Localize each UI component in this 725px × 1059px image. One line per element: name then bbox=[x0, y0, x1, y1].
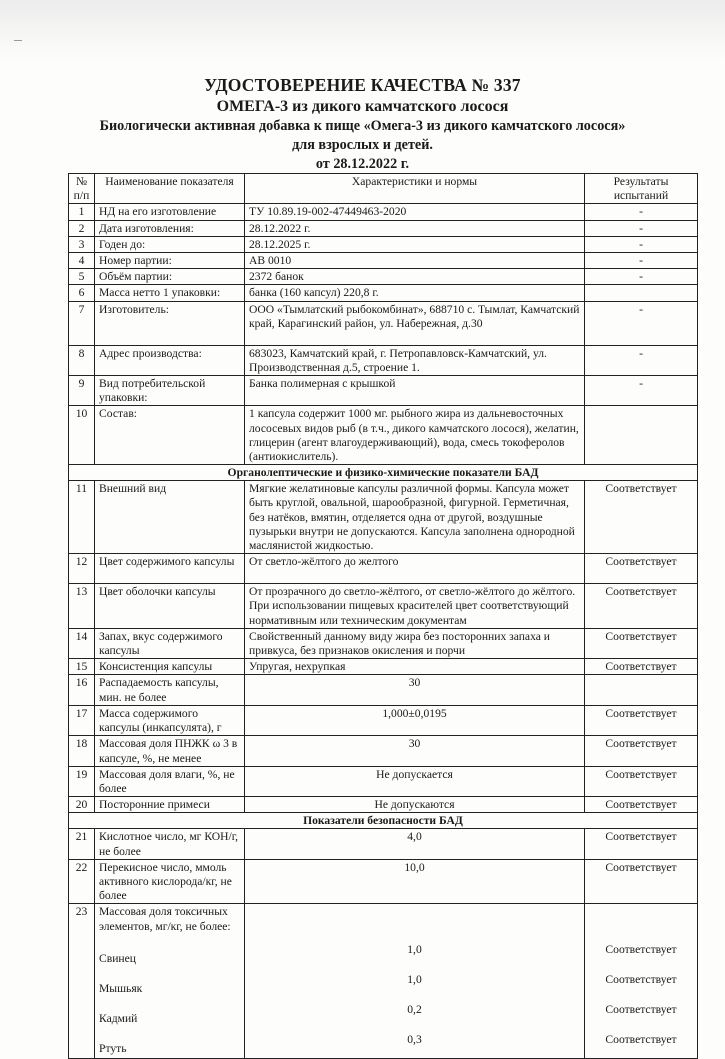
indicator-norm: Не допускается bbox=[245, 766, 585, 796]
toxic-element-norm: 0,2 bbox=[407, 1003, 422, 1017]
toxic-element-norm: 1,0 bbox=[407, 943, 422, 957]
document-header bbox=[0, 74, 725, 174]
row-number: 17 bbox=[69, 705, 95, 735]
indicator-result bbox=[585, 285, 698, 301]
row-number: 8 bbox=[69, 345, 95, 375]
table-row bbox=[69, 554, 698, 584]
indicator-result: Соответствует bbox=[585, 705, 698, 735]
subtitle-line-2: для взрослых и детей. bbox=[292, 137, 433, 153]
indicator-result: Соответствует bbox=[585, 859, 698, 904]
table-header-row bbox=[69, 174, 698, 204]
table-row bbox=[69, 766, 698, 796]
indicator-result: - bbox=[585, 301, 698, 345]
row-number: 21 bbox=[69, 829, 95, 859]
table-row bbox=[69, 269, 698, 285]
table-row-toxic bbox=[69, 904, 698, 1058]
table-row bbox=[69, 345, 698, 375]
toxic-element-norm: 1,0 bbox=[407, 973, 422, 987]
indicator-name: Адрес производства: bbox=[95, 345, 245, 375]
toxic-names bbox=[95, 904, 245, 1058]
indicator-result bbox=[585, 675, 698, 705]
indicator-norm: Мягкие желатиновые капсулы различной формы. Капсула может быть круглой, овальной, шарообразной, фигурной. Герметичная, без натёков, вмятин, отделяется одна от другой, воздушные пузырьки внутри не допускаются. Капсула заполнена однородной маслянистой жидкостью. bbox=[245, 481, 585, 554]
section-title: Органолептические и физико-химические показатели БАД bbox=[69, 465, 698, 481]
row-number: 1 bbox=[69, 204, 95, 220]
section-title: Показатели безопасности БАД bbox=[69, 813, 698, 829]
row-number: 6 bbox=[69, 285, 95, 301]
indicator-result: Соответствует bbox=[585, 797, 698, 813]
table-row bbox=[69, 859, 698, 904]
indicator-result: - bbox=[585, 376, 698, 406]
indicator-name: Массовая доля ПНЖК ω 3 в капсуле, %, не менее bbox=[95, 736, 245, 766]
indicator-result: - bbox=[585, 204, 698, 220]
indicator-name: Посторонние примеси bbox=[95, 797, 245, 813]
toxic-element-name: Кадмий bbox=[99, 1011, 138, 1025]
indicator-name: Кислотное число, мг КОН/г, не более bbox=[95, 829, 245, 859]
table-row bbox=[69, 584, 698, 629]
toxic-element-name: Ртуть bbox=[99, 1041, 127, 1055]
indicator-name: Перекисное число, ммоль активного кислорода/кг, не более bbox=[95, 859, 245, 904]
indicator-norm: От светло-жёлтого до желтого bbox=[245, 554, 585, 584]
indicator-norm: Банка полимерная с крышкой bbox=[245, 376, 585, 406]
indicator-norm: АВ 0010 bbox=[245, 253, 585, 269]
section-row bbox=[69, 813, 698, 829]
row-number: 10 bbox=[69, 406, 95, 465]
row-number: 20 bbox=[69, 797, 95, 813]
row-number: 19 bbox=[69, 766, 95, 796]
toxic-element-norm: 0,3 bbox=[407, 1033, 422, 1047]
indicator-name: Цвет содержимого капсулы bbox=[95, 554, 245, 584]
indicator-norm: 683023, Камчатский край, г. Петропавловск-Камчатский, ул. Производственная д.5, строение 1. bbox=[245, 345, 585, 375]
indicator-name: Внешний вид bbox=[95, 481, 245, 554]
indicator-norm: 1,000±0,0195 bbox=[245, 705, 585, 735]
scan-shade bbox=[0, 0, 725, 60]
document-title: УДОСТОВЕРЕНИЕ КАЧЕСТВА № 337 bbox=[204, 75, 521, 95]
row-number: 14 bbox=[69, 628, 95, 658]
row-number: 5 bbox=[69, 269, 95, 285]
indicator-name: Годен до: bbox=[95, 236, 245, 252]
indicator-result: - bbox=[585, 220, 698, 236]
indicator-name: НД на его изготовление bbox=[95, 204, 245, 220]
toxic-element-name: Свинец bbox=[99, 951, 136, 965]
indicator-name: Изготовитель: bbox=[95, 301, 245, 345]
indicator-name: Вид потребительской упаковки: bbox=[95, 376, 245, 406]
toxic-element-result: Соответствует bbox=[605, 973, 677, 987]
table-row bbox=[69, 705, 698, 735]
toxic-element-name: Мышьяк bbox=[99, 981, 143, 995]
toxic-results bbox=[585, 904, 698, 1058]
row-number: 2 bbox=[69, 220, 95, 236]
indicator-result: Соответствует bbox=[585, 628, 698, 658]
row-number: 18 bbox=[69, 736, 95, 766]
indicator-result: Соответствует bbox=[585, 584, 698, 629]
indicator-norm: 30 bbox=[245, 675, 585, 705]
row-number: 13 bbox=[69, 584, 95, 629]
toxic-title: Массовая доля токсичных элементов, мг/кг, не более: bbox=[99, 905, 231, 933]
indicator-result: Соответствует bbox=[585, 481, 698, 554]
table-row bbox=[69, 301, 698, 345]
indicator-name: Номер партии: bbox=[95, 253, 245, 269]
header-norm: Характеристики и нормы bbox=[245, 174, 585, 204]
indicator-norm: От прозрачного до светло-жёлтого, от светло-жёлтого до жёлтого. При использовании пищевых красителей цвет соответствующий нормативным или техническим документам bbox=[245, 584, 585, 629]
indicator-norm: Свойственный данному виду жира без посторонних запаха и привкуса, без признаков окисления и порчи bbox=[245, 628, 585, 658]
quality-table bbox=[68, 173, 698, 1059]
indicator-name: Запах, вкус содержимого капсулы bbox=[95, 628, 245, 658]
row-number: 22 bbox=[69, 859, 95, 904]
indicator-norm: 28.12.2022 г. bbox=[245, 220, 585, 236]
indicator-norm: 4,0 bbox=[245, 829, 585, 859]
indicator-name: Дата изготовления: bbox=[95, 220, 245, 236]
margin-mark bbox=[14, 40, 22, 41]
indicator-name: Объём партии: bbox=[95, 269, 245, 285]
row-number: 12 bbox=[69, 554, 95, 584]
row-number: 23 bbox=[69, 904, 95, 1058]
indicator-result: - bbox=[585, 236, 698, 252]
document-date: от 28.12.2022 г. bbox=[315, 156, 410, 172]
table-row bbox=[69, 829, 698, 859]
indicator-result: - bbox=[585, 253, 698, 269]
indicator-norm: 28.12.2025 г. bbox=[245, 236, 585, 252]
indicator-name: Массовая доля влаги, %, не более bbox=[95, 766, 245, 796]
header-name: Наименование показателя bbox=[95, 174, 245, 204]
indicator-name: Состав: bbox=[95, 406, 245, 465]
table-row bbox=[69, 628, 698, 658]
row-number: 4 bbox=[69, 253, 95, 269]
indicator-result: Соответствует bbox=[585, 736, 698, 766]
indicator-result: - bbox=[585, 269, 698, 285]
row-number: 3 bbox=[69, 236, 95, 252]
table-row bbox=[69, 736, 698, 766]
indicator-norm: ТУ 10.89.19-002-47449463-2020 bbox=[245, 204, 585, 220]
toxic-element-result: Соответствует bbox=[605, 1033, 677, 1047]
table-row bbox=[69, 659, 698, 675]
toxic-element-result: Соответствует bbox=[605, 943, 677, 957]
indicator-norm: 1 капсула содержит 1000 мг. рыбного жира из дальневосточных лососевых видов рыб (в т.ч., дикого камчатского лосося), желатин, глицерин (агент влагоудерживающий), вода, смесь токоферолов (антиокислитель). bbox=[245, 406, 585, 465]
table-row bbox=[69, 236, 698, 252]
indicator-result: Соответствует bbox=[585, 766, 698, 796]
indicator-name: Цвет оболочки капсулы bbox=[95, 584, 245, 629]
indicator-norm: банка (160 капсул) 220,8 г. bbox=[245, 285, 585, 301]
indicator-norm: 10,0 bbox=[245, 859, 585, 904]
row-number: 16 bbox=[69, 675, 95, 705]
indicator-name: Консистенция капсулы bbox=[95, 659, 245, 675]
indicator-result: - bbox=[585, 345, 698, 375]
table-row bbox=[69, 253, 698, 269]
toxic-norms bbox=[245, 904, 585, 1058]
indicator-result bbox=[585, 406, 698, 465]
indicator-norm: Упругая, нехрупкая bbox=[245, 659, 585, 675]
indicator-name: Масса содержимого капсулы (инкапсулята), г bbox=[95, 705, 245, 735]
row-number: 15 bbox=[69, 659, 95, 675]
indicator-norm: 2372 банок bbox=[245, 269, 585, 285]
subtitle-line-1: Биологически активная добавка к пище «Омега-3 из дикого камчатского лосося» bbox=[99, 118, 626, 134]
table-row bbox=[69, 797, 698, 813]
indicator-result: Соответствует bbox=[585, 554, 698, 584]
product-name: ОМЕГА-3 из дикого камчатского лосося bbox=[216, 98, 509, 115]
header-num: № п/п bbox=[69, 174, 95, 204]
indicator-norm: 30 bbox=[245, 736, 585, 766]
section-row bbox=[69, 465, 698, 481]
table-row bbox=[69, 285, 698, 301]
table-row bbox=[69, 204, 698, 220]
indicator-norm: ООО «Тымлатский рыбокомбинат», 688710 с. Тымлат, Камчатский край, Карагинский район, ул. Набережная, д.30 bbox=[245, 301, 585, 345]
table-row bbox=[69, 675, 698, 705]
indicator-name: Масса нетто 1 упаковки: bbox=[95, 285, 245, 301]
row-number: 7 bbox=[69, 301, 95, 345]
indicator-result: Соответствует bbox=[585, 829, 698, 859]
row-number: 9 bbox=[69, 376, 95, 406]
header-result: Результаты испытаний bbox=[585, 174, 698, 204]
indicator-name: Распадаемость капсулы, мин. не более bbox=[95, 675, 245, 705]
row-number: 11 bbox=[69, 481, 95, 554]
table-row bbox=[69, 220, 698, 236]
table-row bbox=[69, 376, 698, 406]
indicator-norm: Не допускаются bbox=[245, 797, 585, 813]
table-row bbox=[69, 481, 698, 554]
toxic-element-result: Соответствует bbox=[605, 1003, 677, 1017]
indicator-result: Соответствует bbox=[585, 659, 698, 675]
table-row bbox=[69, 406, 698, 465]
